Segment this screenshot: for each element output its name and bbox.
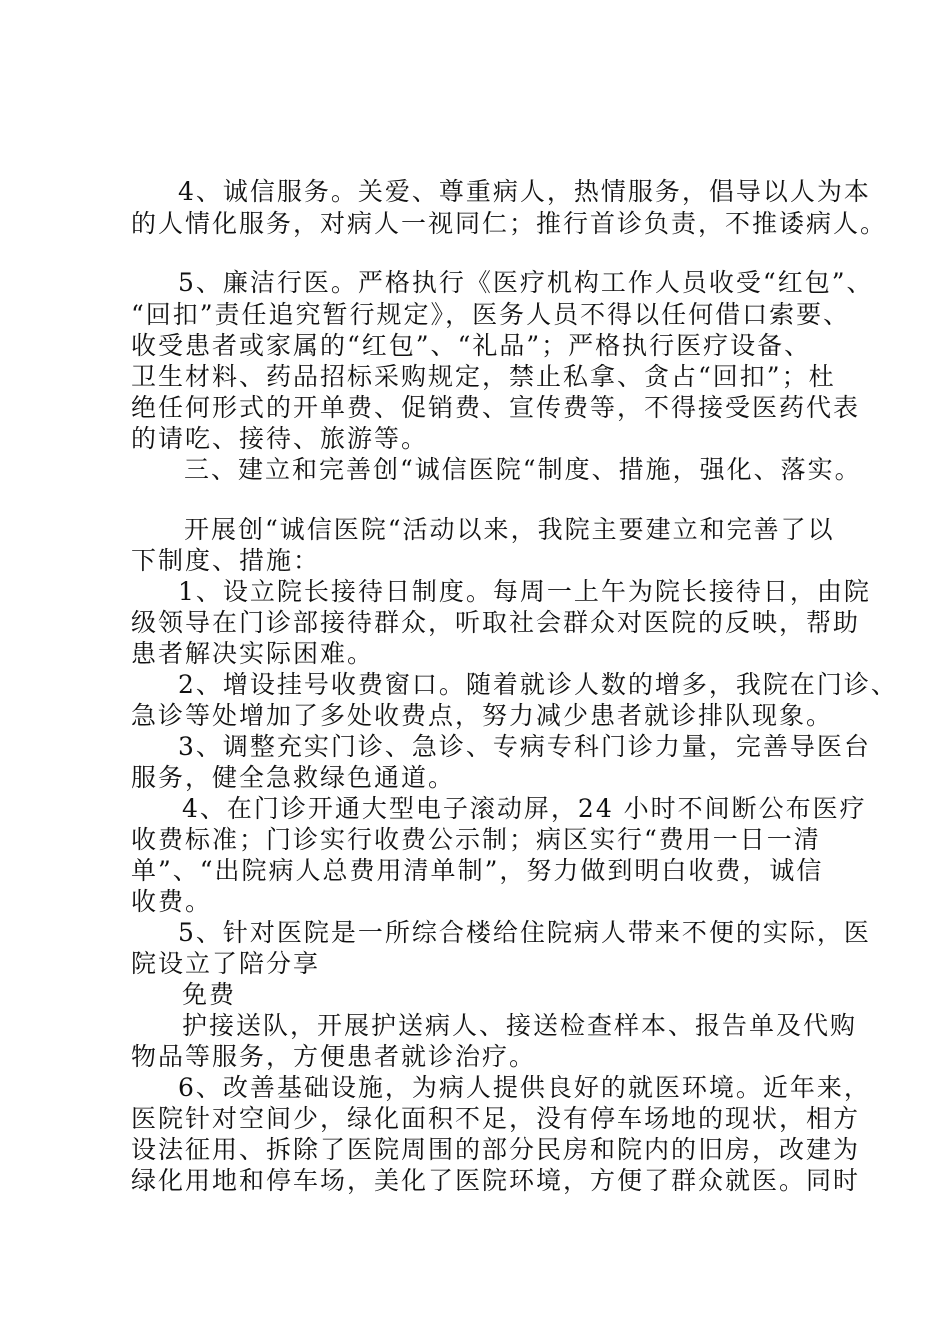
text-line: 服务，健全急救绿色通道。: [131, 763, 456, 792]
text-line: 单”、“出院病人总费用清单制”，努力做到明白收费，诚信: [131, 856, 824, 885]
text-line: 6、改善基础设施，为病人提供良好的就医环境。近年来，: [178, 1073, 871, 1102]
text-line: 医院针对空间少，绿化面积不足，没有停车场地的现状，相方: [131, 1104, 861, 1133]
text-line: 护接送队，开展护送病人、接送检查样本、报告单及代购: [182, 1011, 858, 1040]
text-line: 院设立了陪分享: [131, 949, 321, 978]
text-line: 的请吃、接待、旅游等。: [131, 424, 429, 453]
text-line: 4、诚信服务。关爱、尊重病人，热情服务，倡导以人为本: [178, 177, 871, 206]
text-line: 收费。: [131, 887, 213, 916]
text-line: 绝任何形式的开单费、促销费、宣传费等，不得接受医药代表: [131, 393, 861, 422]
section-heading: 三、建立和完善创“诚信医院“制度、措施，强化、落实。: [184, 455, 862, 484]
text-line: 的人情化服务，对病人一视同仁；推行首诊负责，不推诿病人。: [131, 209, 888, 238]
text-line: 5、廉洁行医。严格执行《医疗机构工作人员收受“红包”、: [178, 268, 874, 297]
text-line: 4、在门诊开通大型电子滚动屏，24 小时不间断公布医疗: [182, 794, 867, 823]
text-line: 急诊等处增加了多处收费点，努力减少患者就诊排队现象。: [131, 701, 834, 730]
text-line: 患者解决实际困难。: [131, 639, 375, 668]
text-line: 卫生材料、药品招标采购规定，禁止私拿、贪占“回扣”；杜: [131, 362, 836, 391]
text-line: 1、设立院长接待日制度。每周一上午为院长接待日，由院: [178, 577, 871, 606]
text-line: 免费: [182, 980, 237, 1009]
text-line: 级领导在门诊部接待群众，听取社会群众对医院的反映，帮助: [131, 608, 861, 637]
text-line: 开展创“诚信医院“活动以来，我院主要建立和完善了以: [184, 515, 835, 544]
text-line: 下制度、措施：: [131, 546, 321, 575]
text-line: 收费标准；门诊实行收费公示制；病区实行“费用一日一清: [131, 825, 821, 854]
text-line: 设法征用、拆除了医院周围的部分民房和院内的旧房，改建为: [131, 1135, 861, 1164]
text-line: 2、增设挂号收费窗口。随着就诊人数的增多，我院在门诊、: [178, 670, 898, 699]
text-line: 5、针对医院是一所综合楼给住院病人带来不便的实际，医: [178, 918, 871, 947]
text-line: 物品等服务，方便患者就诊治疗。: [131, 1042, 537, 1071]
text-line: 3、调整充实门诊、急诊、专病专科门诊力量，完善导医台: [178, 732, 871, 761]
text-line: 收受患者或家属的“红包”、“礼品”；严格执行医疗设备、: [131, 331, 812, 360]
text-line: “回扣”责任追究暂行规定》，医务人员不得以任何借口索要、: [131, 300, 851, 329]
text-line: 绿化用地和停车场，美化了医院环境，方便了群众就医。同时: [131, 1166, 861, 1195]
